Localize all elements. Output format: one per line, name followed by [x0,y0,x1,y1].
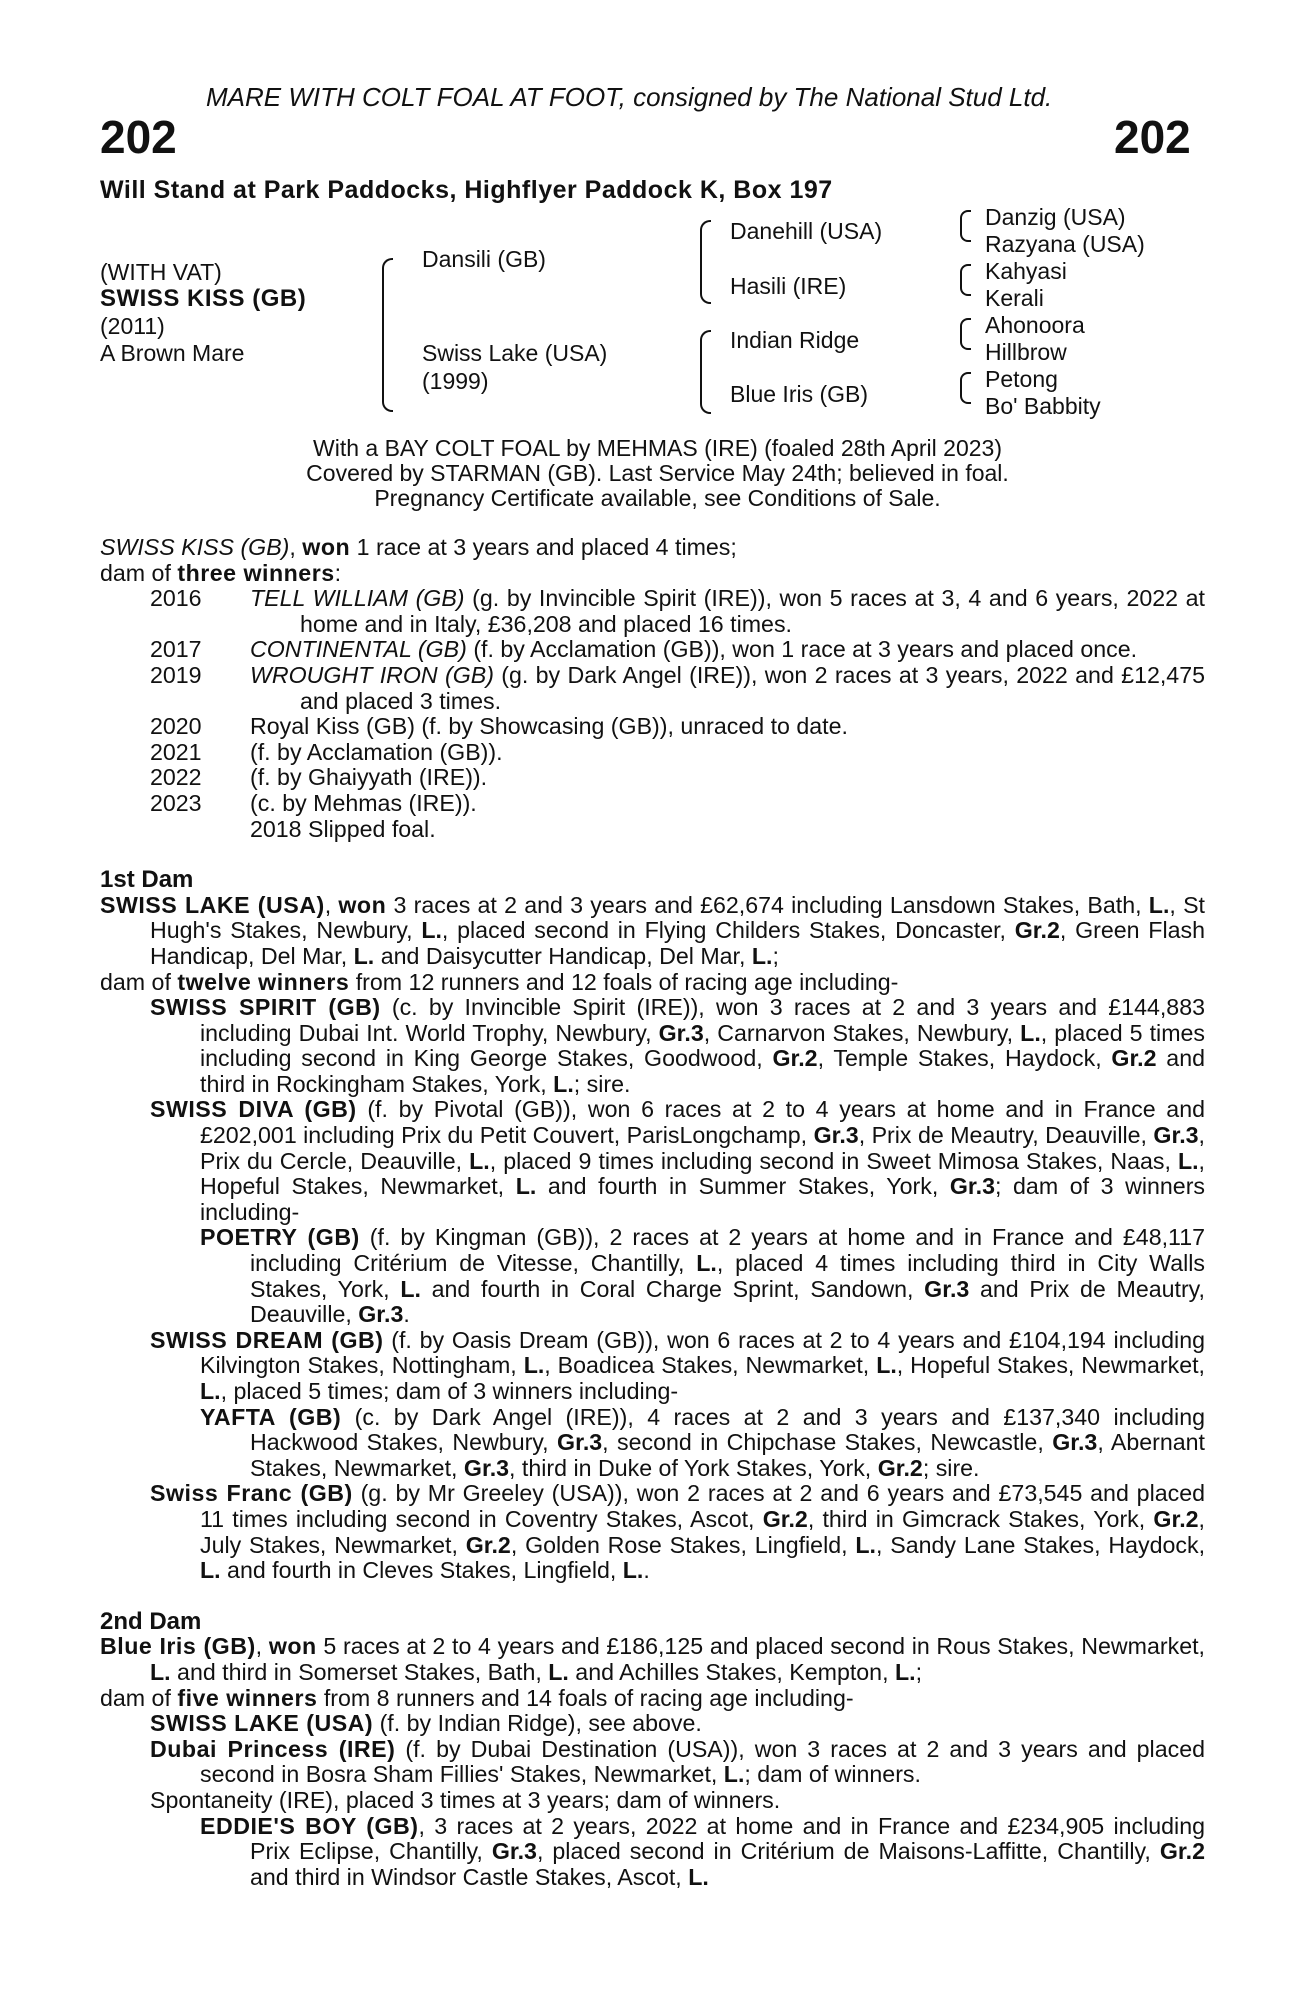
pedigree-dam: Swiss Lake (USA) [422,340,608,366]
second-dam-heading: 2nd Dam [100,1607,202,1635]
pedigree-sire-dam: Hasili (IRE) [730,273,847,299]
pedigree-g1: Danzig (USA) [985,204,1126,230]
lot-number-left: 202 [100,111,177,163]
lot-number-right: 202 [1114,111,1191,163]
foal-info-line-3: Pregnancy Certificate available, see Conditions of Sale. [374,485,941,511]
subject-description: A Brown Mare [100,340,245,366]
produce-row: 2021 (f. by Acclamation (GB)). [150,738,503,765]
pedigree-brace-sire [700,220,711,304]
produce-row: 2023 (c. by Mehmas (IRE)). [150,789,477,816]
produce-eddies-boy: EDDIE'S BOY (GB), 3 races at 2 years, 2022 at home and in France and £234,905 including Prix Eclipse, Chantilly, Gr.3, placed second in Critérium de Maisons-Laffitte, Chantilly, Gr.2 and third in Windsor Castle Stakes, Ascot, L. [200,1812,1206,1890]
pedigree-g2: Razyana (USA) [985,231,1145,257]
pedigree-g4: Kerali [985,285,1044,311]
mare-dam-of: dam of three winners: [100,559,342,586]
produce-row: 2017 CONTINENTAL (GB) (f. by Acclamation (GB)), won 1 race at 3 years and placed once. [150,636,1138,663]
pedigree-dam-sire: Indian Ridge [730,327,860,353]
produce-row: 2016 TELL WILLIAM (GB) (g. by Invincible Spirit (IRE)), won 5 races at 3, 4 and 6 years, 2022 at home and in Italy, £36,208 and placed 16 times. [150,585,1206,637]
subject-year: (2011) [100,313,165,339]
produce-poetry: POETRY (GB) (f. by Kingman (GB)), 2 races at 2 years at home and in France and £48,117 including Critérium de Vitesse, Chantilly, L., placed 4 times including third in City Walls Stakes, York, L. and fourth in Coral Charge Sprint, Sandown, Gr.3 and Prix de Meautry, Deauville, Gr.3. [200,1224,1206,1328]
second-dam-dam-of: dam of five winners from 8 runners and 14 foals of racing age including- [100,1684,854,1711]
produce-swiss-franc: Swiss Franc (GB) (g. by Mr Greeley (USA)), won 2 races at 2 and 6 years and £73,545 and placed 11 times including second in Coventry Stakes, Ascot, Gr.2, third in Gimcrack Stakes, York, Gr.2, July Stakes, Newmarket, Gr.2, Golden Rose Stakes, Lingfield, L., Sandy Lane Stakes, Haydock, L. and fourth in Cleves Stakes, Lingfield, L.. [150,1480,1206,1584]
pedigree-brace-g2 [960,264,971,296]
foal-info [200,436,1115,511]
consignor-line: MARE WITH COLT FOAL AT FOOT, consigned by The National Stud Ltd. [206,82,1053,112]
subject-name: SWISS KISS (GB) [100,285,307,312]
catalogue-body [100,535,1205,1890]
pedigree-brace-g3 [960,318,971,350]
produce-dubai-princess: Dubai Princess (IRE) (f. by Dubai Destination (USA)), won 3 races at 2 and 3 years and placed second in Bosra Sham Fillies' Stakes, Newmarket, L.; dam of winners. [150,1735,1205,1788]
pedigree-dam-year: (1999) [422,368,489,394]
produce-yafta: YAFTA (GB) (c. by Dark Angel (IRE)), 4 races at 2 and 3 years and £137,340 including Hackwood Stakes, Newbury, Gr.3, second in Chipchase Stakes, Newcastle, Gr.3, Abernant Stakes, Newmarket, Gr.3, third in Duke of York Stakes, York, Gr.2; sire. [200,1403,1205,1481]
location-line: Will Stand at Park Paddocks, Highflyer Paddock K, Box 197 [100,176,833,204]
pedigree-g6: Hillbrow [985,339,1067,365]
pedigree-brace-dam [700,330,711,414]
produce-row: 2019 WROUGHT IRON (GB) (g. by Dark Angel (IRE)), won 2 races at 3 years, 2022 and £12,475 and placed 3 times. [150,661,1205,714]
pedigree-dam-dam: Blue Iris (GB) [730,381,869,407]
pedigree-g5: Ahonoora [985,312,1085,338]
pedigree-sire: Dansili (GB) [422,246,546,272]
produce-swiss-dream: SWISS DREAM (GB) (f. by Oasis Dream (GB)), won 6 races at 2 to 4 years and £104,194 including Kilvington Stakes, Nottingham, L., Boadicea Stakes, Newmarket, L., Hopeful Stakes, Newmarket, L., placed 5 times; dam of 3 winners including- [150,1326,1205,1404]
pedigree-g7: Petong [985,366,1058,392]
foal-info-line-1: With a BAY COLT FOAL by MEHMAS (IRE) (foaled 28th April 2023) [313,435,1002,461]
mare-name: SWISS KISS (GB) [100,534,290,560]
produce-swiss-diva: SWISS DIVA (GB) (f. by Pivotal (GB)), won 6 races at 2 to 4 years at home and in France and £202,001 including Prix du Petit Couvert, ParisLongchamp, Gr.3, Prix de Meautry, Deauville, Gr.3, Prix du Cercle, Deauville, L., placed 9 times including second in Sweet Mimosa Stakes, Naas, L., Hopeful Stakes, Newmarket, L. and fourth in Summer Stakes, York, Gr.3; dam of 3 winners including- [150,1096,1206,1225]
pedigree-brace-main [382,258,393,412]
pedigree-brace-g4 [960,372,971,404]
produce-row: 2020 Royal Kiss (GB) (f. by Showcasing (GB)), unraced to date. [150,713,848,740]
pedigree-g3: Kahyasi [985,258,1067,284]
produce-row: 2022 (f. by Ghaiyyath (IRE)). [150,764,488,791]
pedigree-brace-g1 [960,210,971,242]
pedigree-g8: Bo' Babbity [985,393,1101,419]
first-dam-heading: 1st Dam [100,866,194,894]
produce-swiss-spirit: SWISS SPIRIT (GB) (c. by Invincible Spirit (IRE)), won 3 races at 2 and 3 years and £144,883 including Dubai Int. World Trophy, Newbury, Gr.3, Carnarvon Stakes, Newbury, L., placed 5 times including second in King George Stakes, Goodwood, Gr.2, Temple Stakes, Haydock, Gr.2 and third in Rockingham Stakes, York, L.; sire. [150,994,1205,1097]
first-dam-dam-of: dam of twelve winners from 12 runners and 12 foals of racing age including- [100,968,899,995]
mare-record: SWISS KISS (GB), won 1 race at 3 years and placed 4 times; [100,534,737,560]
first-dam-record: SWISS LAKE (USA), won 3 races at 2 and 3 years and £62,674 including Lansdown Stakes, Bath, L., St Hugh's Stakes, Newbury, L., placed second in Flying Childers Stakes, Doncaster, Gr.2, Green Flash Handicap, Del Mar, L. and Daisycutter Handicap, Del Mar, L.; [100,891,1206,969]
foal-info-line-2: Covered by STARMAN (GB). Last Service May 24th; believed in foal. [306,460,1009,486]
second-dam-record: Blue Iris (GB), won 5 races at 2 to 4 years and £186,125 and placed second in Rous Stakes, Newmarket, L. and third in Somerset Stakes, Bath, L. and Achilles Stakes, Kempton, L.; [100,1633,1205,1685]
pedigree-sire-sire: Danehill (USA) [730,218,883,244]
subject-vat: (WITH VAT) [100,259,222,285]
produce-swiss-lake: SWISS LAKE (USA) (f. by Indian Ridge), see above. [150,1710,702,1737]
produce-row: 2018 Slipped foal. [250,815,436,842]
produce-spontaneity: Spontaneity (IRE), placed 3 times at 3 years; dam of winners. [150,1786,781,1813]
